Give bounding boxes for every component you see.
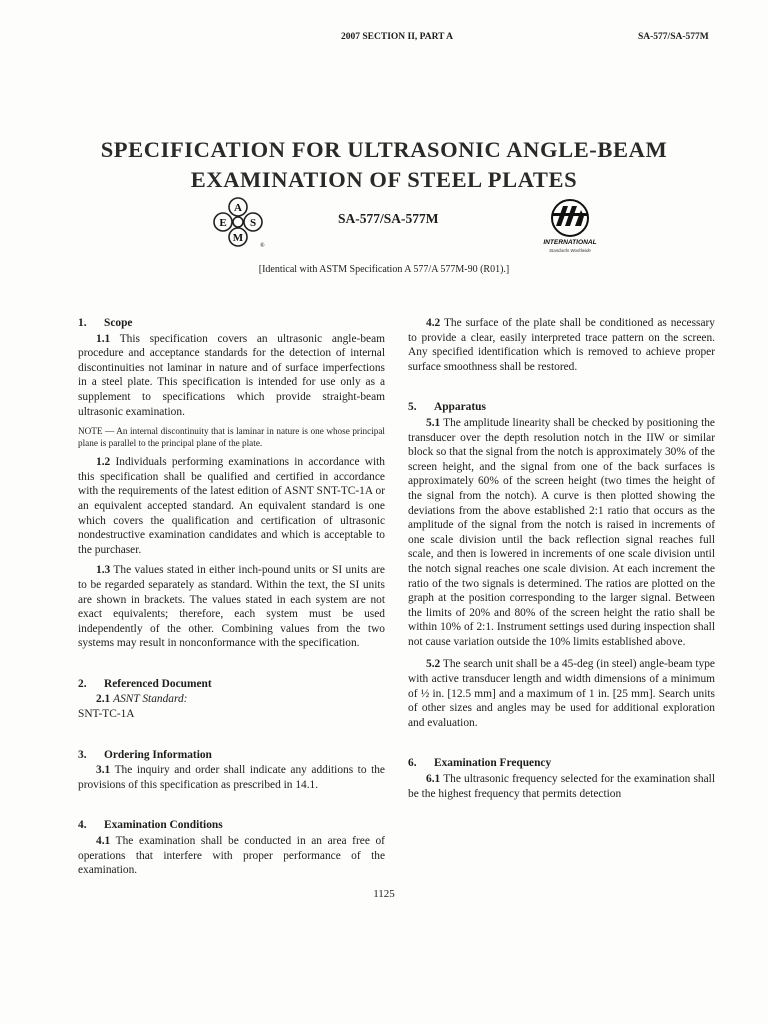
paragraph-text: This specification covers an ultrasonic angle-beam procedure and acceptance standards for the detection of internal discontinuities not laminar in nature and of surface imperfections in a steel plate. This specification is intended for use only as a supplement to specifications which provide straight-beam ultrasonic examination. xyxy=(78,332,385,418)
paragraph-4-1 xyxy=(78,834,385,878)
document-title xyxy=(0,135,768,195)
seal-letter-s: S xyxy=(249,217,257,229)
paragraph-text: The inquiry and order shall indicate any additions to the provisions of this specification as prescribed in 14.1. xyxy=(78,764,385,791)
section-number: 5. xyxy=(408,401,417,414)
paragraph-text: The amplitude linearity shall be checked by positioning the transducer over the depth resolution notch in the IIW or similar block so that the signal from the notch is approximately 30% of the screen height, and the signal from one of the back surfaces is approximately 60% of the screen height (two times the height of the signal from the notch). A curve is then plotted showing the deviations from the above established 2:1 ratio that occurs as the amplitude of the signal from the notch is raised in increments of one scale division until the back reflection signal reaches full scale, and then is lowered in increments of one scale division until the notch signal reaches one scale division. At each increment the ratio of the two signals is determined. The ratios are plotted on the graph at the position corresponding to the larger signal. Between the limits of 20% and 80% of the screen height the ratio shall be within 10% of 2:1. Instrument settings used during inspection shall not cause variation outside the 10% limits established above. xyxy=(408,416,715,648)
section-title: Scope xyxy=(104,317,133,329)
section-number: 4. xyxy=(78,819,87,832)
section-title: Apparatus xyxy=(434,401,486,414)
astm-logo-tagline: Standards Worldwide xyxy=(549,248,591,253)
paragraph-text: The search unit shall be a 45-deg (in steel) angle-beam type with active transducer length and width dimensions of a minimum of xyxy=(408,658,715,700)
page-number: 1125 xyxy=(373,888,395,900)
designation: SA-577/SA-577M xyxy=(338,211,439,226)
paragraph-5-2 xyxy=(408,657,715,730)
paragraph-1-3 xyxy=(78,563,385,651)
section-number: 3. xyxy=(78,748,87,761)
paragraph-1-1 xyxy=(78,332,385,420)
paragraph-4-2 xyxy=(408,316,715,374)
paragraph-1-2 xyxy=(78,455,385,557)
paragraph-number: 2.1 xyxy=(96,693,111,706)
paragraph-number: 4.2 xyxy=(426,317,441,329)
section-title: Referenced Document xyxy=(104,677,212,690)
section-heading-examination-frequency xyxy=(408,756,715,771)
running-head-designation: SA-577/SA-577M xyxy=(638,32,709,42)
paragraph-number: 1.3 xyxy=(96,564,111,577)
identical-with-note: [Identical with ASTM Specification A 577/A 577M-90 (R01).] xyxy=(258,264,510,275)
right-column xyxy=(408,316,715,801)
astm-international-logo xyxy=(535,196,605,258)
paragraph-text: The surface of the plate shall be conditioned as necessary to provide a clear, easily interpreted trace pattern on the screen. Any specified identification which is removed to achieve proper surface smoothness shall be restored. xyxy=(408,317,715,373)
fraction: ½ xyxy=(420,687,430,700)
title-line-1: SPECIFICATION FOR ULTRASONIC ANGLE-BEAM xyxy=(100,137,668,162)
section-heading-scope xyxy=(78,316,385,331)
paragraph-number: 5.2 xyxy=(426,658,441,671)
section-heading-referenced-document xyxy=(78,677,385,692)
paragraph-text: Individuals performing examinations in accordance with this specification shall be qualified and certified in accordance with the requirements of the latest edition of ASNT SNT-TC-1A or an equivalent accepted standard. An equivalent standard is one which covers the qualification and certification of ultrasonic nondestructive examination candidates and which is acceptable to the purchaser. xyxy=(78,456,385,556)
title-line-2: EXAMINATION OF STEEL PLATES xyxy=(190,167,578,192)
section-number: 2. xyxy=(78,677,87,690)
paragraph-5-1 xyxy=(408,416,715,650)
seal-letter-e: E xyxy=(219,217,227,229)
section-heading-ordering-information xyxy=(78,748,385,763)
paragraph-text: ASNT Standard: xyxy=(113,693,188,706)
paragraph-3-1 xyxy=(78,763,385,792)
paragraph-number: 5.1 xyxy=(426,416,441,429)
running-head-section: 2007 SECTION II, PART A xyxy=(341,32,454,42)
paragraph-text: The ultrasonic frequency selected for the examination shall be the highest frequency that permits detection xyxy=(408,773,715,800)
paragraph-text-continued: in. [12.5 mm] and a maximum of 1 in. [25 mm]. Search units of other sizes and angles may be used for additional exploration and evaluation. xyxy=(408,687,715,729)
astm-logo-text: INTERNATIONAL xyxy=(543,239,597,246)
section-title: Examination Frequency xyxy=(434,757,552,770)
paragraph-2-1 xyxy=(78,692,385,707)
section-title: Examination Conditions xyxy=(104,819,223,832)
left-column xyxy=(78,316,385,878)
paragraph-text: The examination shall be conducted in an area free of operations that interfere with proper performance of the examination. xyxy=(78,835,385,877)
paragraph-text: The values stated in either inch-pound units or SI units are to be regarded separately as standard. Within the text, the SI units are shown in brackets. The values stated in each system are not exact equivalents; therefore, each system must be used independently of the other. Combining values from the two systems may result in nonconformance with the specification. xyxy=(78,564,385,650)
seal-letter-m: M xyxy=(232,232,244,244)
paragraph-number: 4.1 xyxy=(96,835,111,848)
paragraph-number: 1.1 xyxy=(96,332,111,345)
registered-mark: ® xyxy=(260,243,265,249)
paragraph-number: 1.2 xyxy=(96,456,111,469)
paragraph-number: 3.1 xyxy=(96,764,111,777)
referenced-document-name: SNT-TC-1A xyxy=(78,708,135,721)
section-title: Ordering Information xyxy=(104,748,212,761)
paragraph-6-1 xyxy=(408,772,715,801)
paragraph-number: 6.1 xyxy=(426,773,441,786)
seal-letter-a: A xyxy=(234,202,242,214)
section-heading-apparatus xyxy=(408,400,715,415)
scope-note: NOTE — An internal discontinuity that is laminar in nature is one whose principal plane is parallel to the principal plane of the plate. xyxy=(78,426,385,449)
section-heading-examination-conditions xyxy=(78,818,385,833)
asme-seal-logo xyxy=(210,195,266,251)
section-number: 6. xyxy=(408,757,417,770)
section-number: 1. xyxy=(78,317,87,329)
